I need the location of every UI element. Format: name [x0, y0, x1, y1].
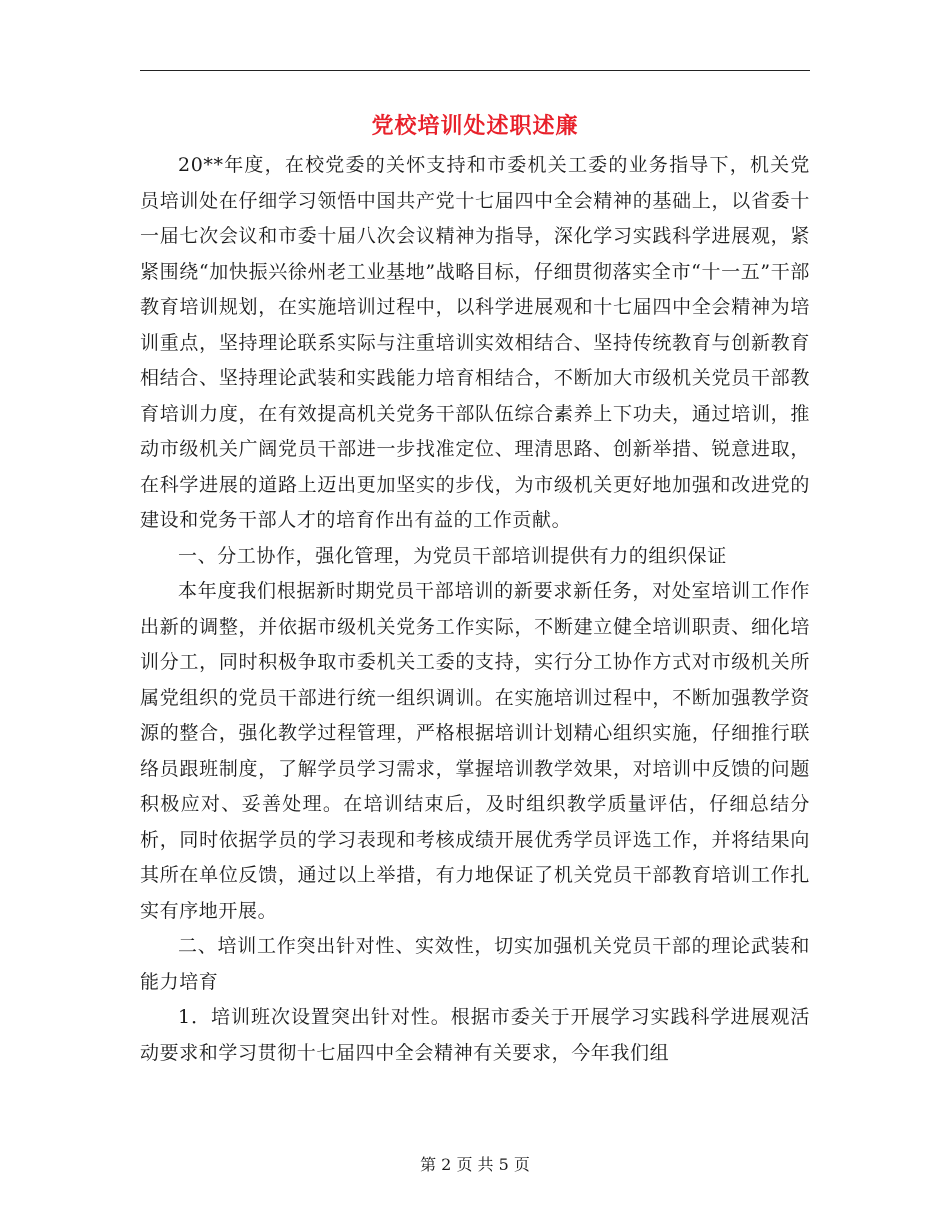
page-number-footer: 第 2 页 共 5 页: [420, 1155, 530, 1174]
document-title: 党校培训处述职述廉: [371, 113, 579, 139]
paragraph-section-1: 本年度我们根据新时期党员干部培训的新要求新任务，对处室培训工作作出新的调整，并依据市级机关党务工作实际，不断建立健全培训职责、细化培训分工，同时积极争取市委机关工委的支持，实行分工协作方式对市级机关所属党组织的党员干部进行统一组织调训。在实施培训过程中，不断加强教学资源的整合，强化教学过程管理，严格根据培训计划精心组织实施，仔细推行联络员跟班制度，了解学员学习需求，掌握培训教学效果，对培训中反馈的问题积极应对、妥善处理。在培训结束后，及时组织教学质量评估，仔细总结分析，同时依据学员的学习表现和考核成绩开展优秀学员评选工作，并将结果向其所在单位反馈，通过以上举措，有力地保证了机关党员干部教育培训工作扎实有序地开展。: [140, 580, 810, 922]
section-heading-2: 二、培训工作突出针对性、实效性，切实加强机关党员干部的理论武装和能力培育: [140, 935, 810, 993]
document-body: [140, 148, 810, 1071]
header-rule: [140, 70, 810, 71]
section-heading-1: 一、分工协作，强化管理，为党员干部培训提供有力的组织保证: [178, 544, 727, 567]
paragraph-intro: 20**年度，在校党委的关怀支持和市委机关工委的业务指导下，机关党员培训处在仔细学习领悟中国共产党十七届四中全会精神的基础上，以省委十一届七次会议和市委十届八次会议精神为指导，深化学习实践科学进展观，紧紧围绕“加快振兴徐州老工业基地”战略目标，仔细贯彻落实全市“十一五”干部教育培训规划，在实施培训过程中，以科学进展观和十七届四中全会精神为培训重点，坚持理论联系实际与注重培训实效相结合、坚持传统教育与创新教育相结合、坚持理论武装和实践能力培育相结合，不断加大市级机关党员干部教育培训力度，在有效提高机关党务干部队伍综合素养上下功夫，通过培训，推动市级机关广阔党员干部进一步找准定位、理清思路、创新举措、锐意进取，在科学进展的道路上迈出更加坚实的步伐，为市级机关更好地加强和改进党的建设和党务干部人才的培育作出有益的工作贡献。: [140, 154, 810, 531]
paragraph-item-1: 1．培训班次设置突出针对性。根据市委关于开展学习实践科学进展观活动要求和学习贯彻十七届四中全会精神有关要求，今年我们组: [140, 1006, 810, 1064]
